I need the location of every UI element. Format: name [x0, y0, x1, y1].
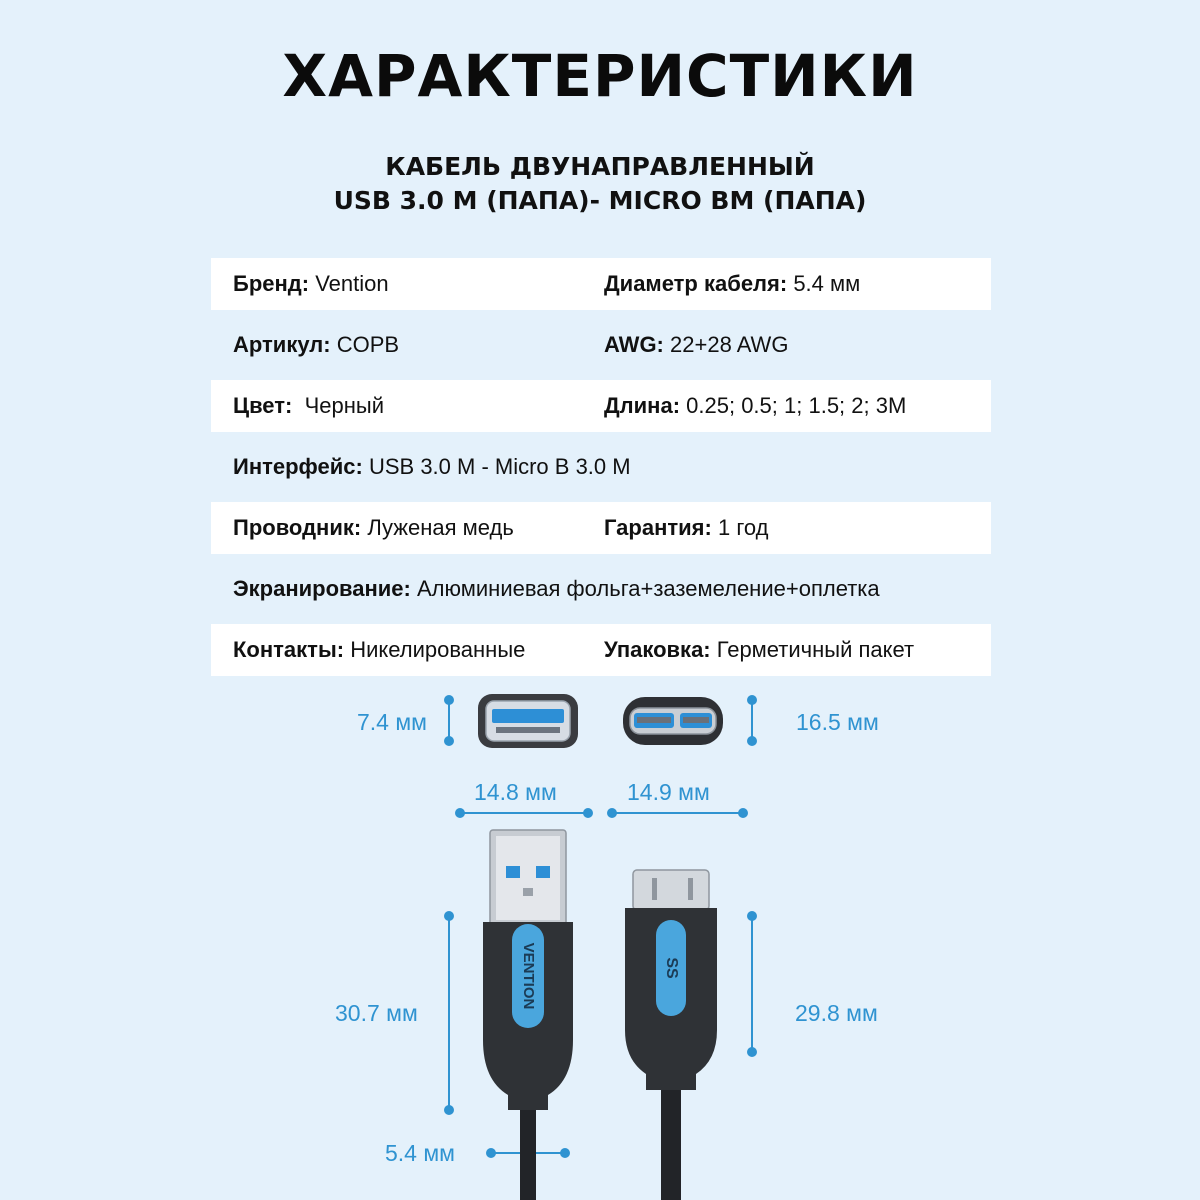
spec-article: Артикул: COPB	[233, 332, 400, 357]
dim-micro-b-width: 14.9 мм	[627, 779, 710, 805]
micro-b-plug	[625, 870, 717, 1200]
spec-awg: AWG: 22+28 AWG	[604, 332, 789, 357]
spec-packaging: Упаковка: Герметичный пакет	[604, 637, 915, 662]
dim-usb-a-height: 7.4 мм	[357, 709, 427, 735]
page-title: ХАРАКТЕРИСТИКИ	[282, 42, 918, 110]
usb-a-plug	[483, 830, 573, 1200]
dim-micro-b-height: 16.5 мм	[796, 709, 879, 735]
dim-usb-a-width: 14.8 мм	[474, 779, 557, 805]
spec-conductor: Проводник: Луженая медь	[233, 515, 514, 540]
vention-logo: VENTION	[520, 942, 538, 1010]
dim-cable-diameter: 5.4 мм	[385, 1140, 455, 1166]
spec-cable-diameter: Диаметр кабеля: 5.4 мм	[604, 271, 861, 296]
spec-contacts: Контакты: Никелированные	[233, 637, 526, 662]
spec-warranty: Гарантия: 1 год	[604, 515, 769, 540]
dim-usb-a-length: 30.7 мм	[335, 1000, 418, 1026]
dim-micro-b-length: 29.8 мм	[795, 1000, 878, 1026]
spec-color: Цвет: Черный	[233, 393, 384, 418]
subtitle-line-2: USB 3.0 M (ПАПА)- MICRO BM (ПАПА)	[333, 186, 867, 215]
micro-b-end-view	[623, 697, 723, 745]
spec-shielding: Экранирование: Алюминиевая фольга+заземеление+оплетка	[233, 576, 880, 601]
spec-interface: Интерфейс: USB 3.0 M - Micro B 3.0 M	[233, 454, 631, 479]
usb-ss-logo: SS	[662, 957, 680, 979]
spec-brand: Бренд: Vention	[233, 271, 389, 296]
usb-a-end-view	[478, 694, 578, 748]
spec-length: Длина: 0.25; 0.5; 1; 1.5; 2; 3М	[604, 393, 907, 418]
subtitle-line-1: КАБЕЛЬ ДВУНАПРАВЛЕННЫЙ	[385, 152, 815, 181]
